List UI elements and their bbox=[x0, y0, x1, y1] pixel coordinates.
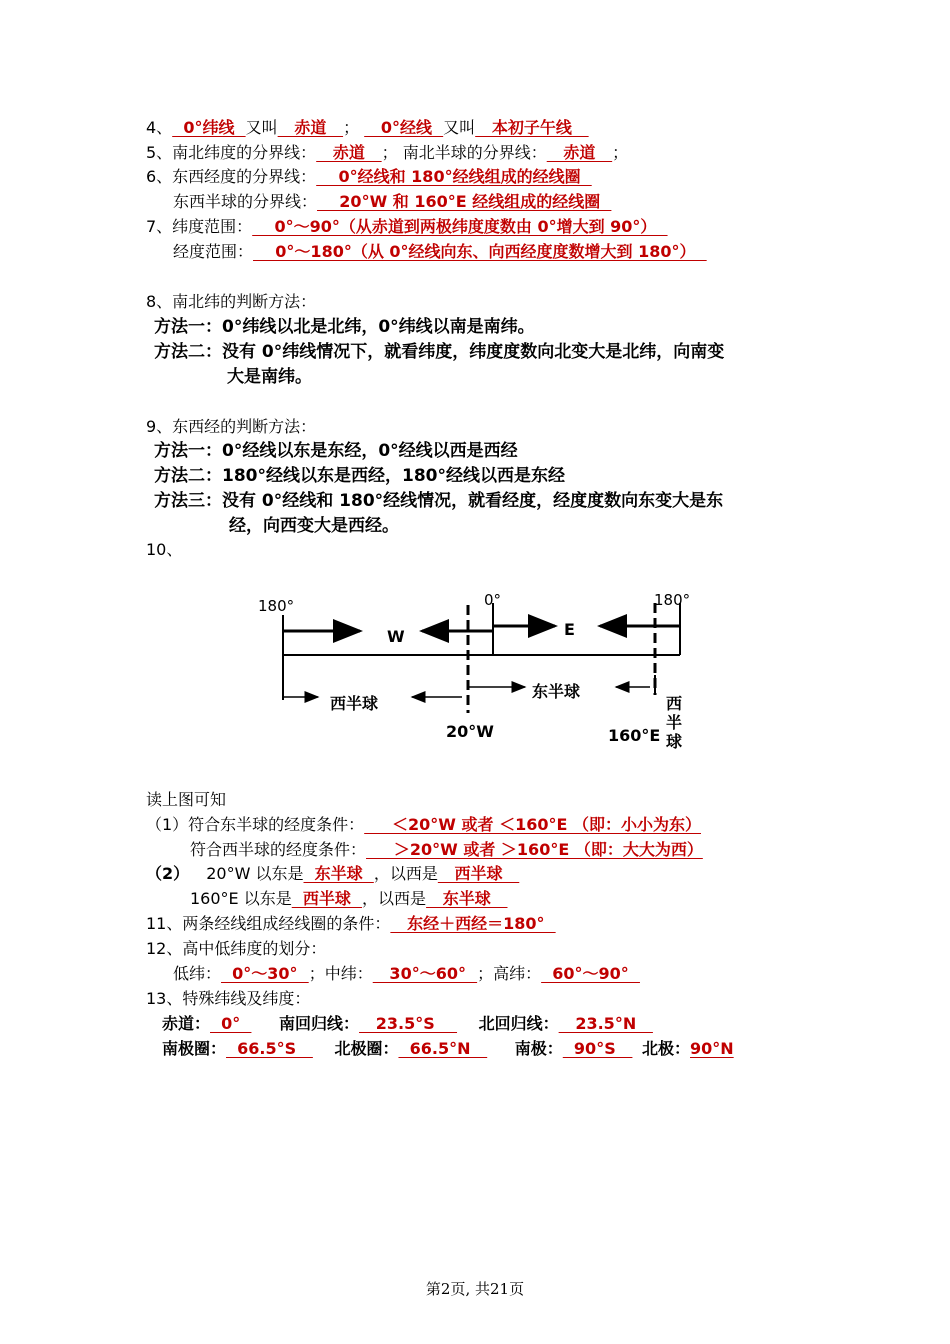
q13-r2-label-3: 南极： bbox=[514, 1039, 563, 1058]
read-p2-text-1: 20°W 以东是 bbox=[206, 864, 304, 883]
q12-label-2: ；中纬： bbox=[308, 964, 373, 983]
q13-r1-label-2: 南回归线： bbox=[279, 1014, 360, 1033]
q7-answer-2: 0°～180°（从 0°经线向东、向西经度度数增大到 180°） bbox=[253, 242, 707, 261]
q13-row-2 bbox=[162, 1038, 734, 1060]
q13-r2-answer-4: 90°N bbox=[690, 1039, 734, 1058]
q11-label: 11、两条经线组成经线圈的条件： bbox=[146, 914, 391, 933]
q12-answer-1: 0°～30° bbox=[221, 964, 309, 983]
q8-method-2: 方法二：没有 0°纬线情况下，就看纬度，纬度度数向北变大是北纬，向南变 bbox=[154, 342, 725, 362]
q6-answer-2: 20°W 和 160°E 经线组成的经线圈 bbox=[317, 192, 612, 211]
read-p2-text-2: ，以西是 bbox=[373, 864, 438, 883]
label-east-hemisphere: 东半球 bbox=[532, 682, 581, 701]
q13-r2-label-1: 南极圈： bbox=[162, 1039, 227, 1058]
q12-title: 12、高中低纬度的划分： bbox=[146, 939, 327, 958]
q4-answer-3: 0°经线 bbox=[364, 118, 444, 137]
read-p2-line-2 bbox=[190, 888, 508, 910]
label-west-vertical-1: 西 bbox=[666, 694, 683, 713]
label-e: E bbox=[564, 620, 575, 639]
q11-answer: 东经＋西经＝180° bbox=[390, 914, 556, 933]
q13-r2-label-2: 北极圈： bbox=[334, 1039, 399, 1058]
page-footer: 第2页, 共21页 bbox=[425, 1280, 525, 1298]
q10-num: 10、 bbox=[146, 540, 183, 559]
q12-label-1: 低纬： bbox=[173, 964, 222, 983]
q13-row-1 bbox=[162, 1013, 653, 1035]
q6-line-1 bbox=[146, 166, 592, 188]
q7-answer-1: 0°～90°（从赤道到两极纬度度数由 0°增大到 90°） bbox=[252, 217, 668, 236]
read-p2-num: （2） bbox=[146, 864, 190, 883]
q4-text-3: 又叫 bbox=[443, 118, 476, 137]
q5-label: 5、南北纬度的分界线： bbox=[146, 143, 317, 162]
q13-r1-answer-1: 0° bbox=[210, 1014, 252, 1033]
q9-title: 9、东西经的判断方法： bbox=[146, 417, 317, 436]
q7-label-2: 经度范围： bbox=[173, 242, 254, 261]
read-p2-answer-2: 西半球 bbox=[437, 864, 520, 883]
q13-r1-answer-3: 23.5°N bbox=[558, 1014, 653, 1033]
q7-label: 7、纬度范围： bbox=[146, 217, 253, 236]
q11-line bbox=[146, 913, 556, 935]
label-20w: 20°W bbox=[446, 722, 494, 741]
read-p2-line-1 bbox=[146, 863, 519, 885]
q13-r2-label-4: 北极： bbox=[642, 1039, 691, 1058]
q8-method-1: 方法一：0°纬线以北是北纬，0°纬线以南是南纬。 bbox=[154, 317, 535, 337]
q8-method-2-cont: 大是南纬。 bbox=[227, 367, 312, 387]
q6-answer-1: 0°经线和 180°经线组成的经线圈 bbox=[316, 167, 592, 186]
q6-line-2 bbox=[173, 191, 611, 213]
q5-text-1: ； 南北半球的分界线： bbox=[381, 143, 547, 162]
q13-r1-label-1: 赤道： bbox=[162, 1014, 211, 1033]
q7-line-1 bbox=[146, 216, 668, 238]
q12-answer-2: 30°～60° bbox=[372, 964, 478, 983]
label-160e: 160°E bbox=[608, 726, 661, 745]
q4-num: 4、 bbox=[146, 118, 173, 137]
q4-text-2: ； bbox=[343, 118, 360, 137]
q13-r2-answer-2: 66.5°N bbox=[398, 1039, 488, 1058]
q7-line-2 bbox=[173, 241, 707, 263]
read-p1-answer: ＜20°W 或者 ＜160°E （即：小小为东） bbox=[364, 815, 701, 834]
q5-answer-2: 赤道 bbox=[546, 143, 613, 162]
q9-method-3-cont: 经，向西变大是西经。 bbox=[229, 516, 399, 536]
read-p2-text-3: 160°E 以东是 bbox=[190, 889, 292, 908]
label-w: W bbox=[387, 627, 405, 646]
q5-text-2: ； bbox=[612, 143, 629, 162]
q8-title: 8、南北纬的判断方法： bbox=[146, 292, 317, 311]
q6-label: 6、东西经度的分界线： bbox=[146, 167, 317, 186]
read-p2-answer-4: 东半球 bbox=[426, 889, 508, 908]
read-p2-answer-1: 东半球 bbox=[303, 864, 374, 883]
q4-answer-1: 0°纬线 bbox=[172, 118, 246, 137]
q13-title: 13、特殊纬线及纬度： bbox=[146, 989, 311, 1008]
label-0: 0° bbox=[484, 591, 502, 609]
q4-answer-2: 赤道 bbox=[277, 118, 344, 137]
q9-method-3: 方法三：没有 0°经线和 180°经线情况，就看经度，经度度数向东变大是东 bbox=[154, 491, 724, 511]
read-intro: 读上图可知 bbox=[146, 790, 227, 809]
q13-r2-answer-1: 66.5°S bbox=[226, 1039, 313, 1058]
label-west-hemisphere: 西半球 bbox=[330, 694, 379, 713]
q13-r1-label-3: 北回归线： bbox=[478, 1014, 559, 1033]
read-p2-answer-3: 西半球 bbox=[291, 889, 363, 908]
read-p1b-answer: ＞20°W 或者 ＞160°E （即：大大为西） bbox=[366, 840, 703, 859]
q9-method-1: 方法一：0°经线以东是东经，0°经线以西是西经 bbox=[154, 441, 518, 461]
label-180-right: 180° bbox=[654, 591, 691, 609]
q4-answer-4: 本初子午线 bbox=[475, 118, 589, 137]
q12-label-3: ；高纬： bbox=[477, 964, 542, 983]
label-west-vertical-2: 半 bbox=[666, 713, 683, 732]
label-west-vertical-3: 球 bbox=[666, 732, 683, 751]
read-p2-text-4: ，以西是 bbox=[362, 889, 427, 908]
q13-r2-answer-3: 90°S bbox=[562, 1039, 633, 1058]
q9-method-2: 方法二：180°经线以东是西经，180°经线以西是东经 bbox=[154, 466, 565, 486]
q12-line bbox=[173, 963, 640, 985]
q5-line bbox=[146, 142, 628, 164]
hemisphere-diagram bbox=[250, 585, 700, 755]
q13-r1-answer-2: 23.5°S bbox=[359, 1014, 458, 1033]
read-p1b bbox=[190, 839, 703, 861]
read-p1 bbox=[146, 814, 701, 836]
q5-answer-1: 赤道 bbox=[316, 143, 382, 162]
q4-text-1: 又叫 bbox=[245, 118, 278, 137]
q12-answer-3: 60°～90° bbox=[541, 964, 640, 983]
q4-line bbox=[146, 117, 589, 139]
label-180-left: 180° bbox=[258, 597, 295, 615]
read-p1-label: （1）符合东半球的经度条件： bbox=[146, 815, 365, 834]
q6-label-2: 东西半球的分界线： bbox=[173, 192, 318, 211]
read-p1b-label: 符合西半球的经度条件： bbox=[190, 840, 367, 859]
